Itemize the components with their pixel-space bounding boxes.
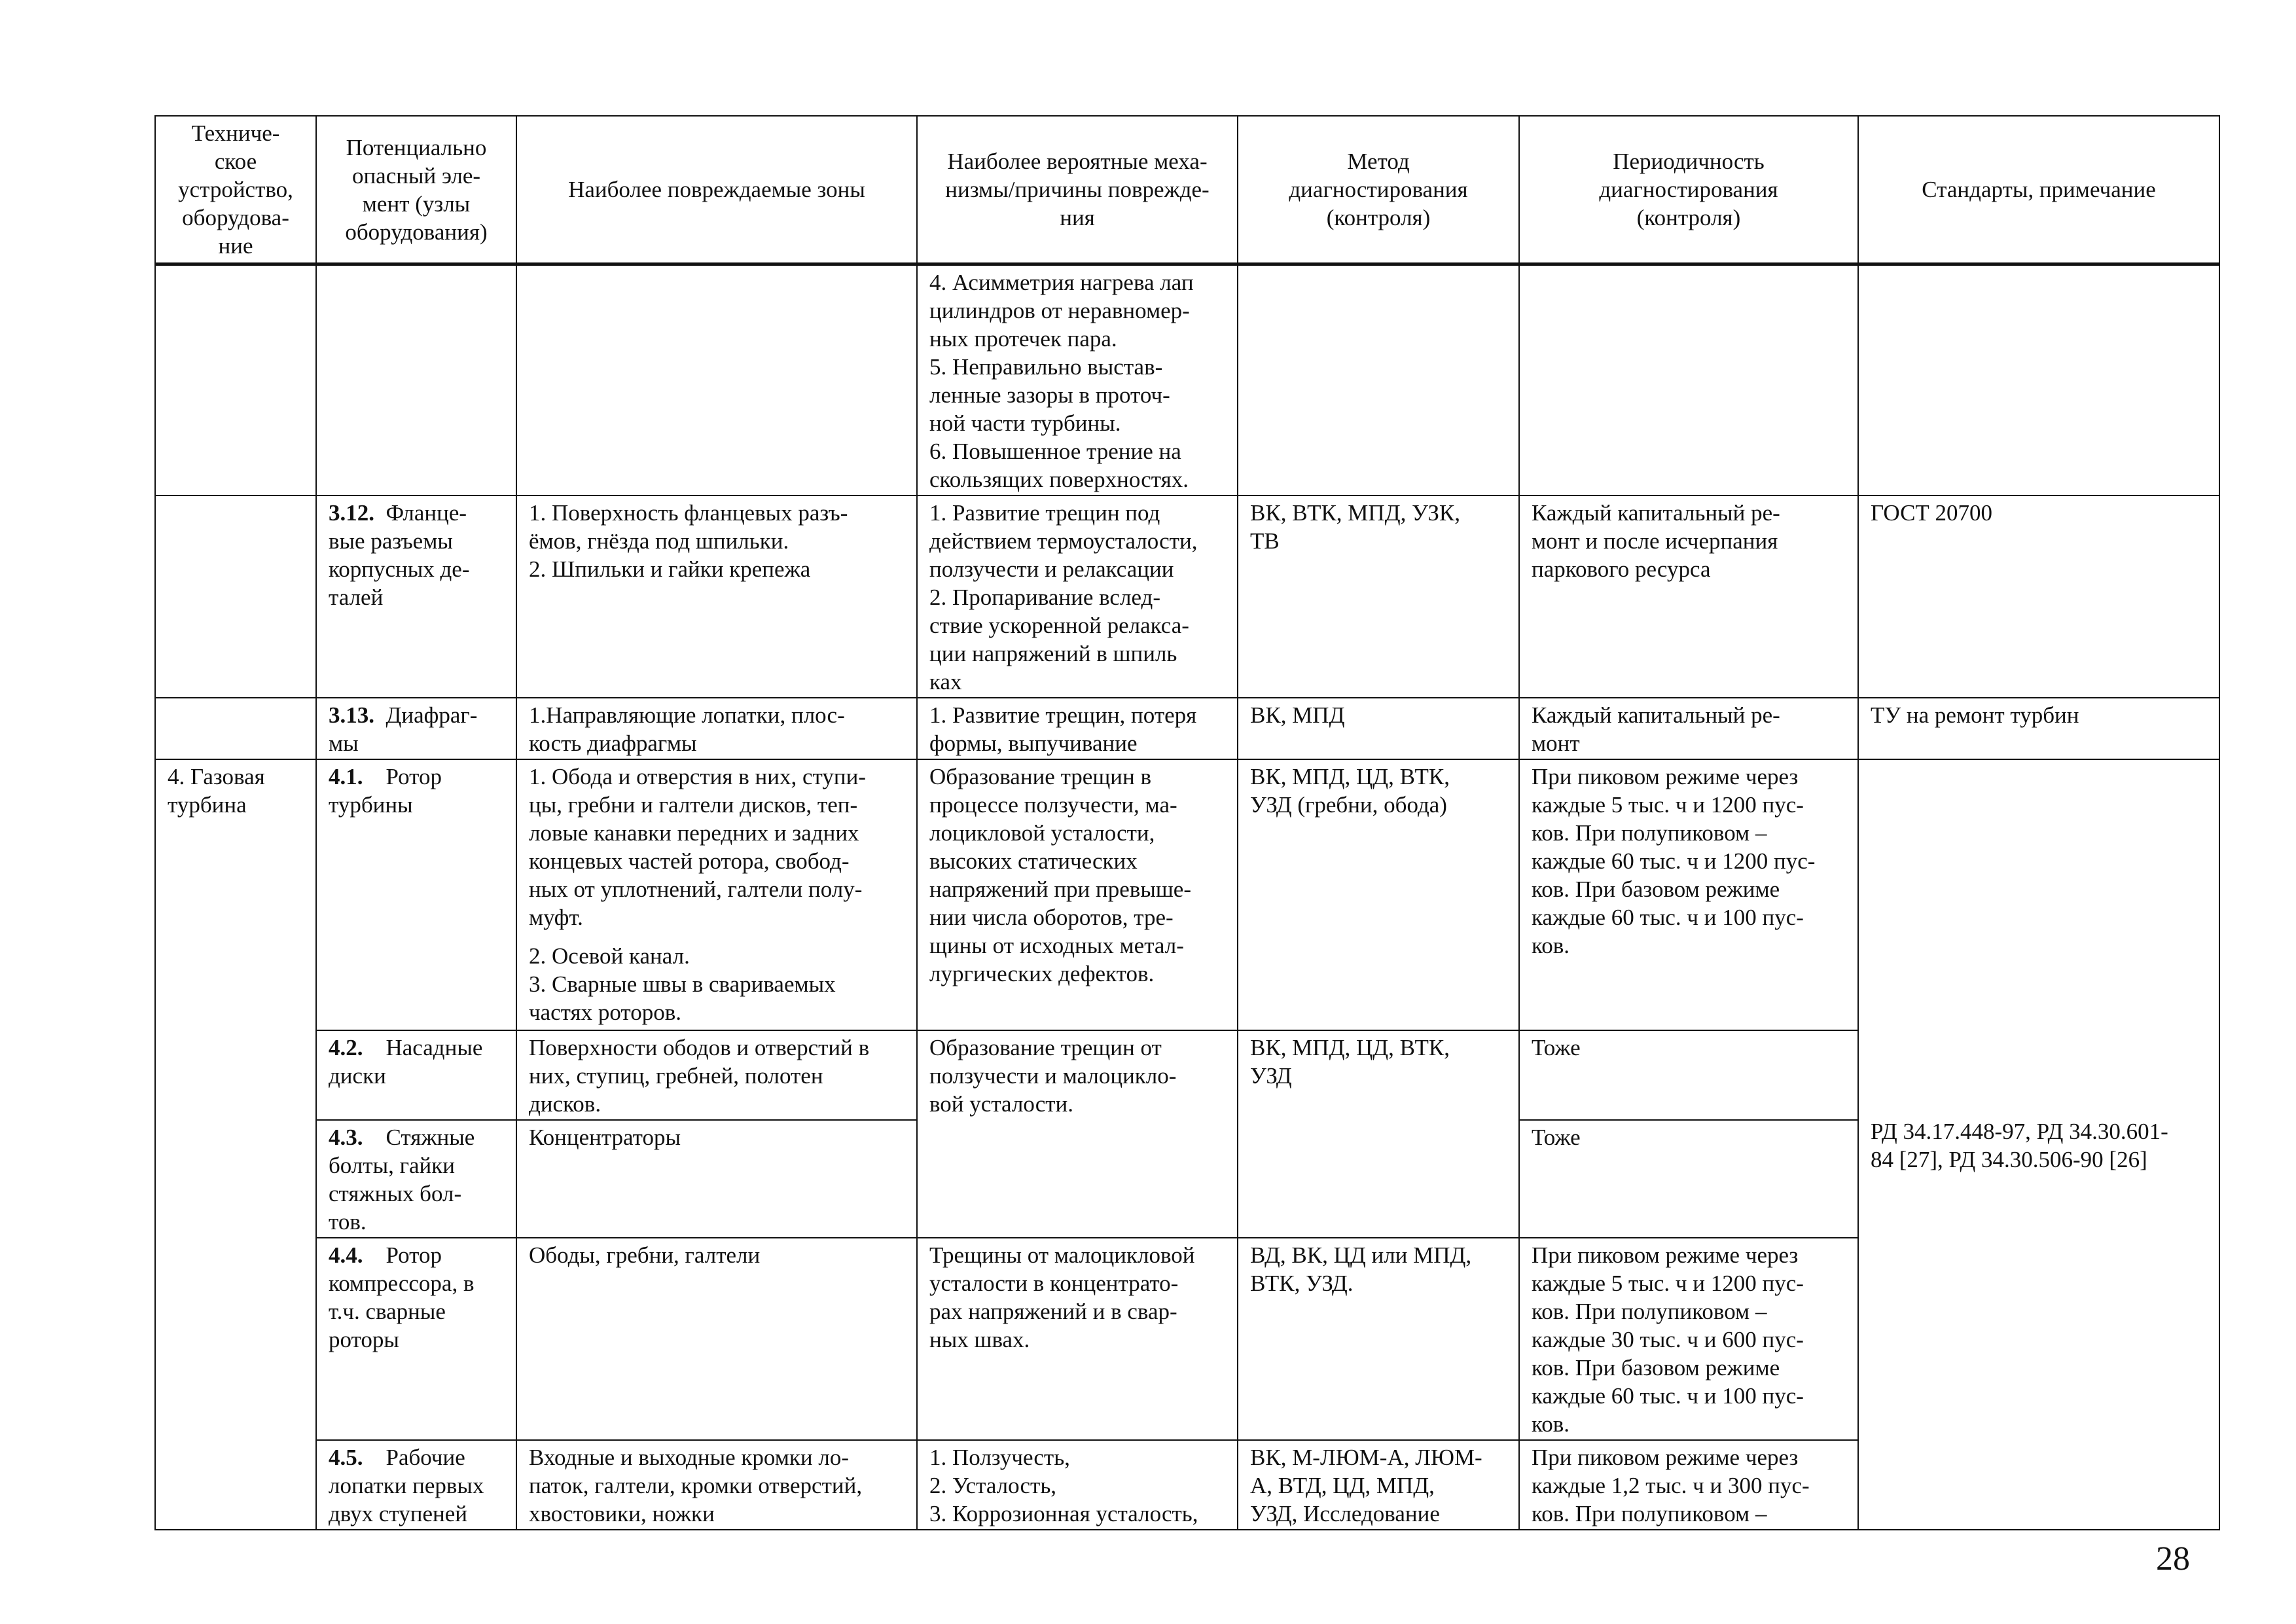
cell-periodicity xyxy=(1519,698,1858,759)
text-line: Ротор xyxy=(386,1242,442,1268)
text-line: монт и после исчерпания xyxy=(1532,528,1778,554)
text-line: 4. Асимметрия нагрева лап xyxy=(929,270,1194,295)
cell-periodicity xyxy=(1519,1440,1858,1530)
text-line: Каждый капитальный ре- xyxy=(1532,702,1780,728)
cell-zones xyxy=(516,1238,917,1440)
text-line: цилиндров от неравномер- xyxy=(929,298,1190,323)
cell-zones xyxy=(516,1030,917,1120)
text-line: каждые 5 тыс. ч и 1200 пус- xyxy=(1532,792,1804,818)
text-line: Наиболее вероятные меха- xyxy=(947,149,1208,174)
text-line: 3. Сварные швы в свариваемых xyxy=(529,971,836,997)
table-row-3-13 xyxy=(155,698,2219,759)
text-line: каждые 5 тыс. ч и 1200 пус- xyxy=(1532,1271,1804,1296)
cell-periodicity xyxy=(1519,496,1858,698)
text-line: действием термоусталости, xyxy=(929,528,1198,554)
table-row-continuation xyxy=(155,264,2219,496)
text-line: 2. Шпильки и гайки крепежа xyxy=(529,556,811,582)
cell-method xyxy=(1238,496,1519,698)
cell-method xyxy=(1238,264,1519,496)
text-line: ков. При базовом режиме xyxy=(1532,1355,1780,1380)
text-line: Ротор xyxy=(386,764,442,789)
cell-standards xyxy=(1858,496,2219,698)
cell-method xyxy=(1238,1030,1519,1238)
text-line: роторы xyxy=(329,1327,399,1352)
text-line: каждые 60 тыс. ч и 100 пус- xyxy=(1532,1383,1804,1409)
cell-mechanisms xyxy=(917,698,1238,759)
text-line: ков. При полупиковом – xyxy=(1532,1501,1767,1526)
table-header xyxy=(155,116,2219,264)
text-line: Насадные xyxy=(386,1035,483,1060)
zones-part-b xyxy=(529,942,905,1026)
cell-element xyxy=(316,759,516,1030)
text-line: паток, галтели, кромки отверстий, xyxy=(529,1473,863,1498)
text-line: каждые 60 тыс. ч и 1200 пус- xyxy=(1532,848,1816,874)
cell-zones xyxy=(516,496,917,698)
text-line: монт xyxy=(1532,731,1580,756)
text-line: При пиковом режиме через xyxy=(1532,1242,1799,1268)
text-line: мент (узлы xyxy=(362,190,471,217)
text-line: каждые 60 тыс. ч и 100 пус- xyxy=(1532,905,1804,930)
cell-method xyxy=(1238,698,1519,759)
cell-periodicity xyxy=(1519,759,1858,1030)
text-line: ках xyxy=(929,669,962,695)
text-line: ГОСТ 20700 xyxy=(1871,500,1993,526)
text-line: А, ВТД, ЦД, МПД, xyxy=(1250,1473,1435,1498)
item-number: 4.3. xyxy=(329,1125,363,1150)
header-periodicity xyxy=(1519,116,1858,264)
text-line: ВК, МПД xyxy=(1250,702,1345,728)
text-line: 1. Ползучесть, xyxy=(929,1445,1070,1470)
text-line: высоких статических xyxy=(929,848,1138,874)
text-line: УЗД xyxy=(1250,1063,1292,1089)
text-line: нии числа оборотов, тре- xyxy=(929,905,1174,930)
text-line: турбины xyxy=(329,792,413,818)
inspection-table-container xyxy=(154,115,2219,1530)
cell-device xyxy=(155,496,316,698)
text-line: Диафраг- xyxy=(386,702,478,728)
text-line: ков. xyxy=(1532,933,1570,958)
cell-periodicity xyxy=(1519,1120,1858,1238)
text-line: рах напряжений и в свар- xyxy=(929,1299,1177,1324)
text-line: ловые канавки передних и задних xyxy=(529,820,859,846)
text-line: вые разъемы xyxy=(329,528,453,554)
text-line: компрессора, в xyxy=(329,1271,475,1296)
cell-standards xyxy=(1858,698,2219,759)
text-line: 1. Развитие трещин под xyxy=(929,500,1160,526)
cell-element xyxy=(316,264,516,496)
text-line: ние xyxy=(218,233,253,259)
text-line: талей xyxy=(329,585,384,610)
cell-zones xyxy=(516,264,917,496)
text-line: Потенциально xyxy=(346,134,487,160)
cell-mechanisms xyxy=(917,264,1238,496)
cell-device-gas-turbine xyxy=(155,759,316,1530)
text-line: ции напряжений в шпиль xyxy=(929,641,1177,666)
text-line: Образование трещин от xyxy=(929,1035,1162,1060)
text-line: ных швах. xyxy=(929,1327,1030,1352)
text-line: Метод xyxy=(1347,149,1410,174)
inspection-table xyxy=(154,115,2220,1530)
text-line: дисков. xyxy=(529,1091,601,1117)
cell-standards-gas-turbine xyxy=(1858,759,2219,1530)
text-line: 3. Коррозионная усталость, xyxy=(929,1501,1198,1526)
text-line: 1. Развитие трещин, потеря xyxy=(929,702,1197,728)
text-line: каждые 1,2 тыс. ч и 300 пус- xyxy=(1532,1473,1810,1498)
text-line: лургических дефектов. xyxy=(929,961,1155,986)
text-line: 1.Направляющие лопатки, плос- xyxy=(529,702,845,728)
text-line: ной части турбины. xyxy=(929,410,1121,436)
text-line: Стандарты, примечание xyxy=(1922,177,2156,202)
cell-mechanisms xyxy=(917,1030,1238,1238)
text-line: При пиковом режиме через xyxy=(1532,1445,1799,1470)
text-line: УЗД (гребни, обода) xyxy=(1250,792,1447,818)
text-line: 1. Обода и отверстия в них, ступи- xyxy=(529,764,866,789)
text-line: турбина xyxy=(168,792,247,818)
text-line: низмы/причины поврежде- xyxy=(945,177,1210,202)
text-line: напряжений при превыше- xyxy=(929,876,1191,902)
text-line: Тоже xyxy=(1532,1125,1581,1150)
cell-device xyxy=(155,264,316,496)
text-line: При пиковом режиме через xyxy=(1532,764,1799,789)
text-line: скользящих поверхностях. xyxy=(929,467,1189,492)
text-line: ленные зазоры в проточ- xyxy=(929,382,1170,408)
cell-element xyxy=(316,1238,516,1440)
text-line: ков. При полупиковом – xyxy=(1532,1299,1767,1324)
cell-mechanisms xyxy=(917,496,1238,698)
text-line: Рабочие xyxy=(386,1445,465,1470)
text-line: цы, гребни и галтели дисков, теп- xyxy=(529,792,858,818)
text-line: Тоже xyxy=(1532,1035,1581,1060)
text-line: 2. Осевой канал. xyxy=(529,943,690,969)
text-line: ствие ускоренной релакса- xyxy=(929,613,1189,638)
table-body xyxy=(155,264,2219,1530)
text-line: ВК, М-ЛЮМ-А, ЛЮМ- xyxy=(1250,1445,1482,1470)
text-line: УЗД, Исследование xyxy=(1250,1501,1440,1526)
text-line: ползучести и малоцикло- xyxy=(929,1063,1177,1089)
cell-mechanisms xyxy=(917,759,1238,1030)
text-line: корпусных де- xyxy=(329,556,470,582)
text-line: (контроля) xyxy=(1326,205,1431,230)
text-line: тов. xyxy=(329,1209,367,1235)
cell-element xyxy=(316,496,516,698)
text-line: двух ступеней xyxy=(329,1501,468,1526)
text-line: 6. Повышенное трение на xyxy=(929,439,1181,464)
text-line: частях роторов. xyxy=(529,1000,682,1025)
text-line: диски xyxy=(329,1063,386,1089)
cell-device xyxy=(155,698,316,759)
text-line: 84 [27], РД 34.30.506-90 [26] xyxy=(1871,1146,2147,1172)
text-line: ных от уплотнений, галтели полу- xyxy=(529,876,863,902)
text-line: Стяжные xyxy=(386,1125,475,1150)
text-line: формы, выпучивание xyxy=(929,731,1138,756)
text-line: ков. При полупиковом – xyxy=(1532,820,1767,846)
text-line: Техниче- xyxy=(191,120,280,146)
text-line: ТВ xyxy=(1250,528,1280,554)
zones-part-a xyxy=(529,763,905,931)
text-line: концевых частей ротора, свобод- xyxy=(529,848,850,874)
text-line: болты, гайки xyxy=(329,1153,455,1178)
text-line: ёмов, гнёзда под шпильки. xyxy=(529,528,789,554)
cell-element xyxy=(316,698,516,759)
cell-zones xyxy=(516,759,917,1030)
text-line: Фланце- xyxy=(386,500,467,526)
cell-method xyxy=(1238,1440,1519,1530)
text-line: ВТК, УЗД. xyxy=(1250,1271,1354,1296)
table-row-3-12 xyxy=(155,496,2219,698)
cell-element xyxy=(316,1440,516,1530)
text-line: 5. Неправильно выстав- xyxy=(929,354,1163,380)
text-line: усталости в концентрато- xyxy=(929,1271,1179,1296)
text-line: кость диафрагмы xyxy=(529,731,697,756)
text-line: Наиболее повреждаемые зоны xyxy=(568,177,865,202)
text-line: Концентраторы xyxy=(529,1125,681,1150)
text-line: ВК, ВТК, МПД, УЗК, xyxy=(1250,500,1461,526)
text-line: Ободы, гребни, галтели xyxy=(529,1242,761,1268)
text-line: ское xyxy=(214,149,257,174)
text-line: Поверхности ободов и отверстий в xyxy=(529,1035,870,1060)
item-number: 4.1. xyxy=(329,764,363,789)
header-element xyxy=(316,116,516,264)
cell-zones xyxy=(516,698,917,759)
text-line: них, ступиц, гребней, полотен xyxy=(529,1063,823,1089)
text-line: диагностирования xyxy=(1289,177,1468,202)
cell-zones xyxy=(516,1120,917,1238)
cell-element xyxy=(316,1120,516,1238)
text-line: процессе ползучести, ма- xyxy=(929,792,1177,818)
header-method xyxy=(1238,116,1519,264)
text-line: лопатки первых xyxy=(329,1473,484,1498)
text-line: ков. xyxy=(1532,1411,1570,1437)
table-row-4-1 xyxy=(155,759,2219,1030)
text-line: ползучести и релаксации xyxy=(929,556,1174,582)
text-line: ВК, МПД, ЦД, ВТК, xyxy=(1250,1035,1450,1060)
cell-method xyxy=(1238,759,1519,1030)
text-line: устройство, xyxy=(178,177,293,202)
cell-zones xyxy=(516,1440,917,1530)
cell-periodicity xyxy=(1519,1030,1858,1120)
text-line: ных протечек пара. xyxy=(929,326,1117,352)
text-line: Входные и выходные кромки ло- xyxy=(529,1445,849,1470)
header-mechanisms xyxy=(917,116,1238,264)
cell-standards xyxy=(1858,264,2219,496)
cell-method xyxy=(1238,1238,1519,1440)
text-line: оборудования) xyxy=(345,219,488,245)
text-line: мы xyxy=(329,731,359,756)
item-number: 4.5. xyxy=(329,1445,363,1470)
header-standards xyxy=(1858,116,2219,264)
text-line: ТУ на ремонт турбин xyxy=(1871,702,2079,728)
text-line: 1. Поверхность фланцевых разъ- xyxy=(529,500,848,526)
header-zones xyxy=(516,116,917,264)
item-number: 4.4. xyxy=(329,1242,363,1268)
text-line: оборудова- xyxy=(182,205,289,230)
text-line: ВК, МПД, ЦД, ВТК, xyxy=(1250,764,1450,789)
text-line: т.ч. сварные xyxy=(329,1299,446,1324)
text-line: 2. Усталость, xyxy=(929,1473,1057,1498)
text-line: опасный эле- xyxy=(351,162,481,189)
text-line: каждые 30 тыс. ч и 600 пус- xyxy=(1532,1327,1804,1352)
cell-periodicity xyxy=(1519,264,1858,496)
text-line: ков. При базовом режиме xyxy=(1532,876,1780,902)
page-number: 28 xyxy=(2156,1540,2190,1578)
text-line: хвостовики, ножки xyxy=(529,1501,715,1526)
item-number: 3.12. xyxy=(329,500,374,526)
text-line: вой усталости. xyxy=(929,1091,1074,1117)
item-number: 4.2. xyxy=(329,1035,363,1060)
cell-periodicity xyxy=(1519,1238,1858,1440)
header-device xyxy=(155,116,316,264)
text-line: лоцикловой усталости, xyxy=(929,820,1155,846)
text-line: РД 34.17.448-97, РД 34.30.601- xyxy=(1871,1118,2168,1144)
cell-element xyxy=(316,1030,516,1120)
item-number: 3.13. xyxy=(329,702,374,728)
text-line: Образование трещин в xyxy=(929,764,1152,789)
cell-mechanisms xyxy=(917,1238,1238,1440)
text-line: Периодичность xyxy=(1613,149,1765,174)
text-line: (контроля) xyxy=(1636,205,1741,230)
text-line: ния xyxy=(1060,205,1095,230)
text-line: щины от исходных метал- xyxy=(929,933,1184,958)
header-row xyxy=(155,116,2219,264)
text-line: паркового ресурса xyxy=(1532,556,1711,582)
text-line: муфт. xyxy=(529,905,583,930)
text-line: Трещины от малоцикловой xyxy=(929,1242,1195,1268)
text-line: Каждый капитальный ре- xyxy=(1532,500,1780,526)
text-line: ВД, ВК, ЦД или МПД, xyxy=(1250,1242,1472,1268)
text-line: стяжных бол- xyxy=(329,1181,462,1206)
text-line: 4. Газовая xyxy=(168,764,265,789)
text-line: 2. Пропаривание вслед- xyxy=(929,585,1160,610)
cell-mechanisms xyxy=(917,1440,1238,1530)
text-line: диагностирования xyxy=(1599,177,1778,202)
